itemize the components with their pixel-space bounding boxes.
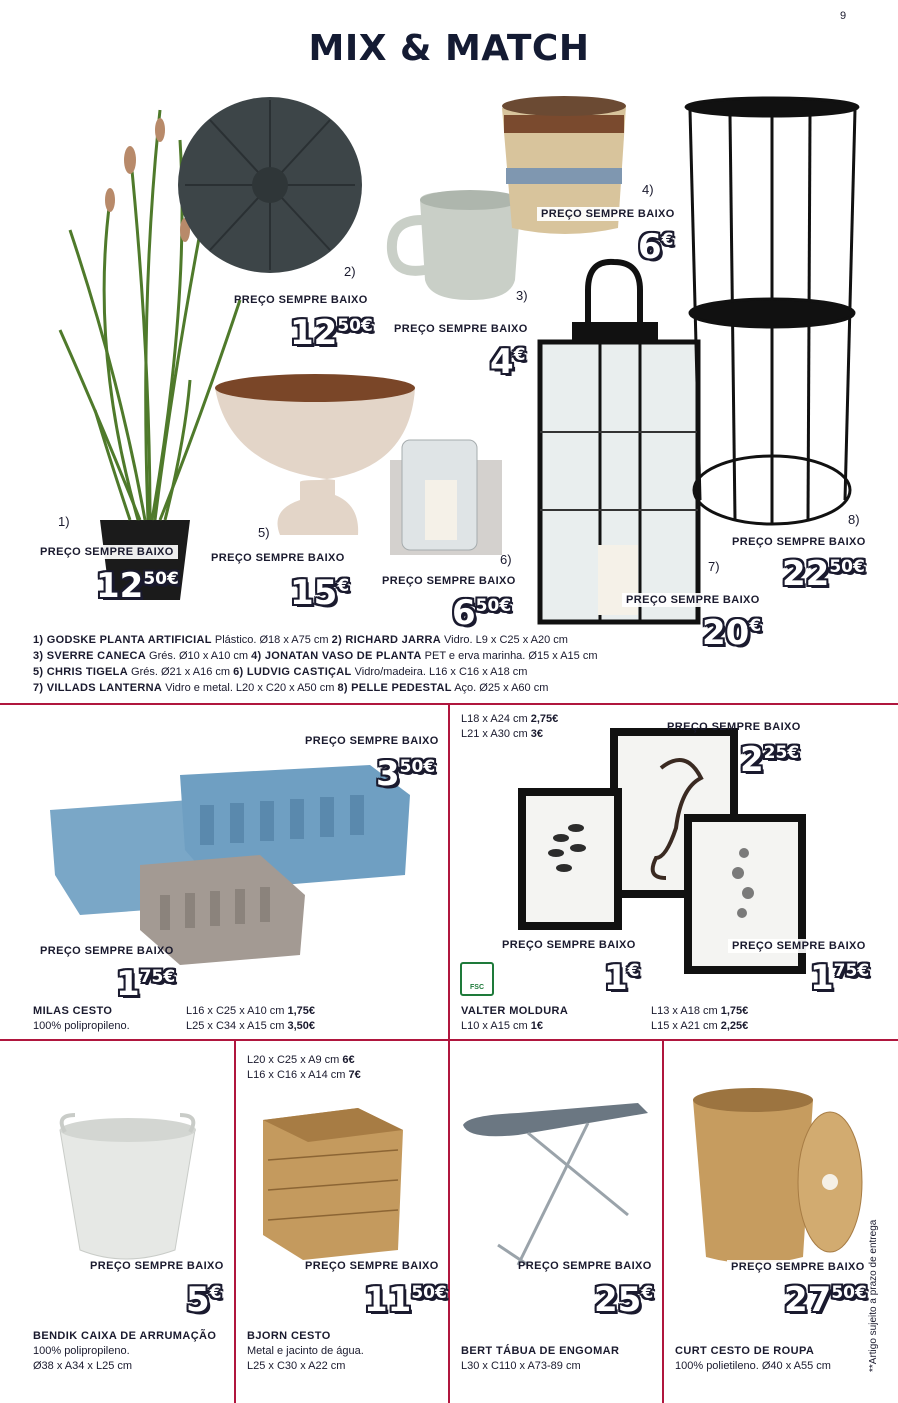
delivery-side-note: **Artigo sujeito a prazo de entrega bbox=[868, 1219, 879, 1372]
price-tag-3: PREÇO SEMPRE BAIXO bbox=[394, 323, 528, 335]
valter-name: VALTER MOLDURA bbox=[461, 1005, 569, 1017]
product-number-2: 2) bbox=[344, 264, 356, 279]
bottom-divider-3 bbox=[662, 1039, 664, 1403]
middle-vertical-divider bbox=[448, 703, 450, 1040]
desc-line-3: 5) CHRIS TIGELA Grés. Ø21 x A16 cm 6) LUDVIG CASTIÇAL Vidro/madeira. L16 x C16 x A18 cm bbox=[33, 666, 528, 678]
bjorn-price: 1150€ bbox=[364, 1280, 447, 1320]
bjorn-line-1: Metal e jacinto de água. bbox=[247, 1345, 364, 1357]
desc-line-1: 1) GODSKE PLANTA ARTIFICIAL Plástico. Ø18 x A75 cm 2) RICHARD JARRA Vidro. L9 x C25 x A20 cm bbox=[33, 634, 568, 646]
product-number-3: 3) bbox=[516, 288, 528, 303]
valter-size-4: L15 x A21 cm 2,25€ bbox=[651, 1020, 749, 1032]
price-tag-5: PREÇO SEMPRE BAIXO bbox=[211, 552, 345, 564]
milas-size-1: L16 x C25 x A10 cm 1,75€ bbox=[186, 1005, 316, 1017]
milas-price-large: 350€ bbox=[376, 754, 436, 794]
valter-size-main: L10 x A15 cm 1€ bbox=[461, 1020, 543, 1032]
price-2: 1250€ bbox=[290, 313, 373, 353]
valter-tag-c: PREÇO SEMPRE BAIXO bbox=[728, 939, 870, 953]
bottom-divider-1 bbox=[234, 1039, 236, 1403]
curt-laundry-basket-image bbox=[688, 1082, 868, 1272]
milas-material: 100% polipropileno. bbox=[33, 1020, 130, 1032]
price-1: 1250€ bbox=[96, 566, 179, 606]
richard-vase-image bbox=[178, 97, 362, 273]
valter-top-size-2: L21 x A30 cm 3€ bbox=[461, 728, 543, 740]
curt-name: CURT CESTO DE ROUPA bbox=[675, 1345, 815, 1357]
bendik-line-2: Ø38 x A34 x L25 cm bbox=[33, 1360, 133, 1372]
price-tag-6: PREÇO SEMPRE BAIXO bbox=[378, 574, 520, 588]
chris-bowl-image bbox=[215, 374, 415, 535]
curt-tag: PREÇO SEMPRE BAIXO bbox=[727, 1260, 869, 1274]
milas-crates-image bbox=[40, 755, 420, 975]
sverre-mug-image bbox=[392, 190, 520, 300]
product-number-4: 4) bbox=[642, 182, 654, 197]
milas-tag-small: PREÇO SEMPRE BAIXO bbox=[40, 945, 174, 957]
bert-tag: PREÇO SEMPRE BAIXO bbox=[518, 1260, 652, 1272]
price-3: 4€ bbox=[490, 342, 526, 382]
milas-name: MILAS CESTO bbox=[33, 1005, 113, 1017]
product-number-5: 5) bbox=[258, 525, 270, 540]
valter-top-size-1: L18 x A24 cm 2,75€ bbox=[461, 713, 559, 725]
desc-line-4: 7) VILLADS LANTERNA Vidro e metal. L20 x C20 x A50 cm 8) PELLE PEDESTAL Aço. Ø25 x A60 cm bbox=[33, 682, 549, 694]
bendik-tub-image bbox=[50, 1110, 210, 1270]
bendik-line-1: 100% polipropileno. bbox=[33, 1345, 130, 1357]
bottom-divider-2 bbox=[448, 1039, 450, 1403]
milas-size-2: L25 x C34 x A15 cm 3,50€ bbox=[186, 1020, 316, 1032]
bjorn-tag: PREÇO SEMPRE BAIXO bbox=[305, 1260, 439, 1272]
page-title: MIX & MATCH bbox=[308, 28, 590, 69]
bendik-name: BENDIK CAIXA DE ARRUMAÇÃO bbox=[33, 1330, 217, 1342]
product-number-1: 1) bbox=[58, 514, 70, 529]
price-tag-7: PREÇO SEMPRE BAIXO bbox=[622, 593, 764, 607]
valter-price-b: 1€ bbox=[604, 958, 640, 998]
bert-name: BERT TÁBUA DE ENGOMAR bbox=[461, 1345, 620, 1357]
price-4: 6€ bbox=[638, 227, 674, 267]
page-number: 9 bbox=[840, 10, 847, 22]
bendik-tag: PREÇO SEMPRE BAIXO bbox=[90, 1260, 224, 1272]
bjorn-top-size-2: L16 x C16 x A14 cm 7€ bbox=[247, 1069, 361, 1081]
price-7: 20€ bbox=[702, 613, 762, 653]
price-6: 650€ bbox=[452, 593, 512, 633]
price-tag-2: PREÇO SEMPRE BAIXO bbox=[234, 294, 368, 306]
curt-line-1: 100% polietileno. Ø40 x A55 cm bbox=[675, 1360, 831, 1372]
fsc-logo-icon: FSC bbox=[460, 962, 494, 996]
desc-line-2: 3) SVERRE CANECA Grés. Ø10 x A10 cm 4) JONATAN VASO DE PLANTA PET e erva marinha. Ø15 x A15 cm bbox=[33, 650, 598, 662]
bjorn-top-size-1: L20 x C25 x A9 cm 6€ bbox=[247, 1054, 355, 1066]
price-tag-4: PREÇO SEMPRE BAIXO bbox=[537, 207, 679, 221]
bert-ironing-board-image bbox=[458, 1095, 653, 1275]
product-number-8: 8) bbox=[848, 512, 860, 527]
ludvig-candle-holder-image bbox=[390, 440, 502, 555]
top-product-descriptions bbox=[33, 632, 873, 696]
valter-tag-a: PREÇO SEMPRE BAIXO bbox=[667, 721, 801, 733]
bjorn-name: BJORN CESTO bbox=[247, 1330, 331, 1342]
milas-tag-large: PREÇO SEMPRE BAIXO bbox=[305, 735, 439, 747]
pelle-pedestal-image bbox=[686, 98, 858, 525]
valter-price-a: 225€ bbox=[740, 740, 800, 780]
price-tag-8: PREÇO SEMPRE BAIXO bbox=[732, 536, 866, 548]
product-number-6: 6) bbox=[500, 552, 512, 567]
price-tag-1: PREÇO SEMPRE BAIXO bbox=[36, 545, 178, 559]
curt-price: 2750€ bbox=[784, 1280, 867, 1320]
valter-size-3: L13 x A18 cm 1,75€ bbox=[651, 1005, 749, 1017]
bert-price: 25€ bbox=[594, 1280, 654, 1320]
product-number-7: 7) bbox=[708, 559, 720, 574]
bert-line-1: L30 x C110 x A73-89 cm bbox=[461, 1360, 581, 1372]
bjorn-line-2: L25 x C30 x A22 cm bbox=[247, 1360, 346, 1372]
bjorn-basket-image bbox=[258, 1100, 408, 1260]
valter-price-c: 175€ bbox=[810, 958, 870, 998]
villads-lantern-image bbox=[540, 262, 698, 622]
price-8: 2250€ bbox=[782, 554, 865, 594]
milas-price-small: 175€ bbox=[116, 964, 176, 1004]
price-5: 15€ bbox=[290, 573, 350, 613]
bendik-price: 5€ bbox=[186, 1280, 222, 1320]
valter-tag-b: PREÇO SEMPRE BAIXO bbox=[502, 939, 636, 951]
